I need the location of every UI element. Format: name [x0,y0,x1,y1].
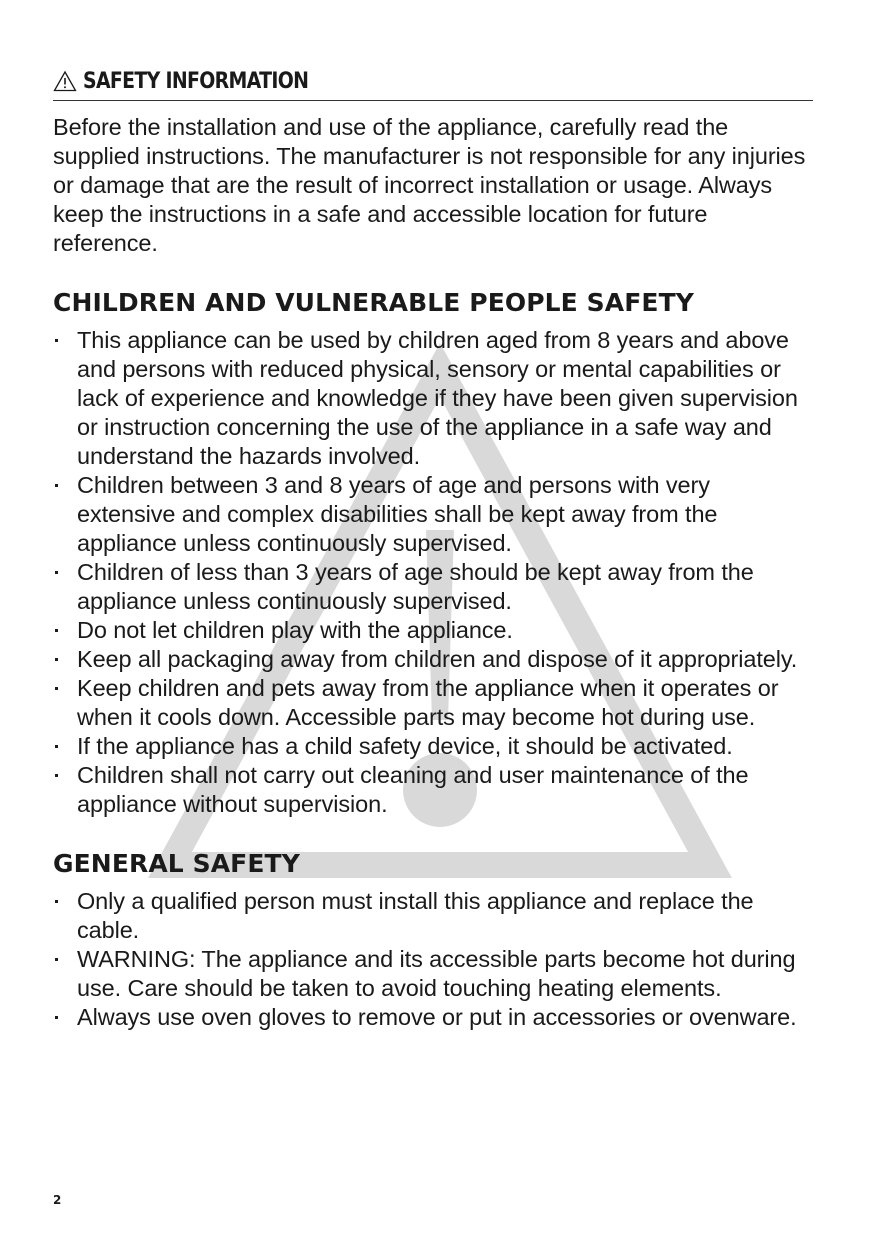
list-item-text: Children between 3 and 8 years of age and persons with very extensive and complex disabilities shall be kept away from the appliance unless continuously supervised. [77,472,718,556]
bullet-icon [55,958,58,961]
bullet-icon [55,745,58,748]
page-content [53,66,813,1032]
section-title: SAFETY INFORMATION [83,68,309,94]
bullet-icon [55,629,58,632]
list-item-text: Children shall not carry out cleaning and user maintenance of the appliance without supervision. [77,762,749,817]
bullet-icon [55,339,58,342]
list-item [53,558,813,616]
bullet-icon [55,1016,58,1019]
bullet-icon [55,484,58,487]
warning-triangle-icon [53,70,77,92]
list-item [53,761,813,819]
bullet-icon [55,900,58,903]
list-item [53,1003,813,1032]
children-safety-heading: CHILDREN AND VULNERABLE PEOPLE SAFETY [53,288,694,317]
list-item-text: If the appliance has a child safety device, it should be activated. [77,733,733,759]
list-item [53,945,813,1003]
children-safety-list [53,326,813,819]
list-item-text: Keep all packaging away from children and dispose of it appropriately. [77,646,798,672]
list-item-text: Only a qualified person must install this appliance and replace the cable. [77,888,754,943]
list-item-text: This appliance can be used by children aged from 8 years and above and persons with reduced physical, sensory or mental capabilities or lack of experience and knowledge if they have been given supervision or instruction concerning the use of the appliance in a safe way and understand the hazards involved. [77,327,798,469]
bullet-icon [55,571,58,574]
section-header [53,66,813,101]
list-item-text: Do not let children play with the appliance. [77,617,513,643]
intro-paragraph: Before the installation and use of the appliance, carefully read the supplied instructions. The manufacturer is not responsible for any injuries or damage that are the result of incorrect installation or usage. Always keep the instructions in a safe and accessible location for future reference. [53,114,806,256]
list-item [53,674,813,732]
list-item [53,732,813,761]
list-item-text: Keep children and pets away from the appliance when it operates or when it cools down. Accessible parts may become hot during use. [77,675,779,730]
bullet-icon [55,774,58,777]
page-number: 2 [53,1193,62,1207]
general-safety-heading: GENERAL SAFETY [53,849,300,878]
list-item-text: Always use oven gloves to remove or put in accessories or ovenware. [77,1004,797,1030]
list-item [53,616,813,645]
list-item-text: WARNING: The appliance and its accessible parts become hot during use. Care should be taken to avoid touching heating elements. [77,946,796,1001]
general-safety-list [53,887,813,1032]
list-item [53,326,813,471]
list-item-text: Children of less than 3 years of age should be kept away from the appliance unless continuously supervised. [77,559,754,614]
list-item [53,471,813,558]
list-item [53,645,813,674]
bullet-icon [55,687,58,690]
list-item [53,887,813,945]
bullet-icon [55,658,58,661]
